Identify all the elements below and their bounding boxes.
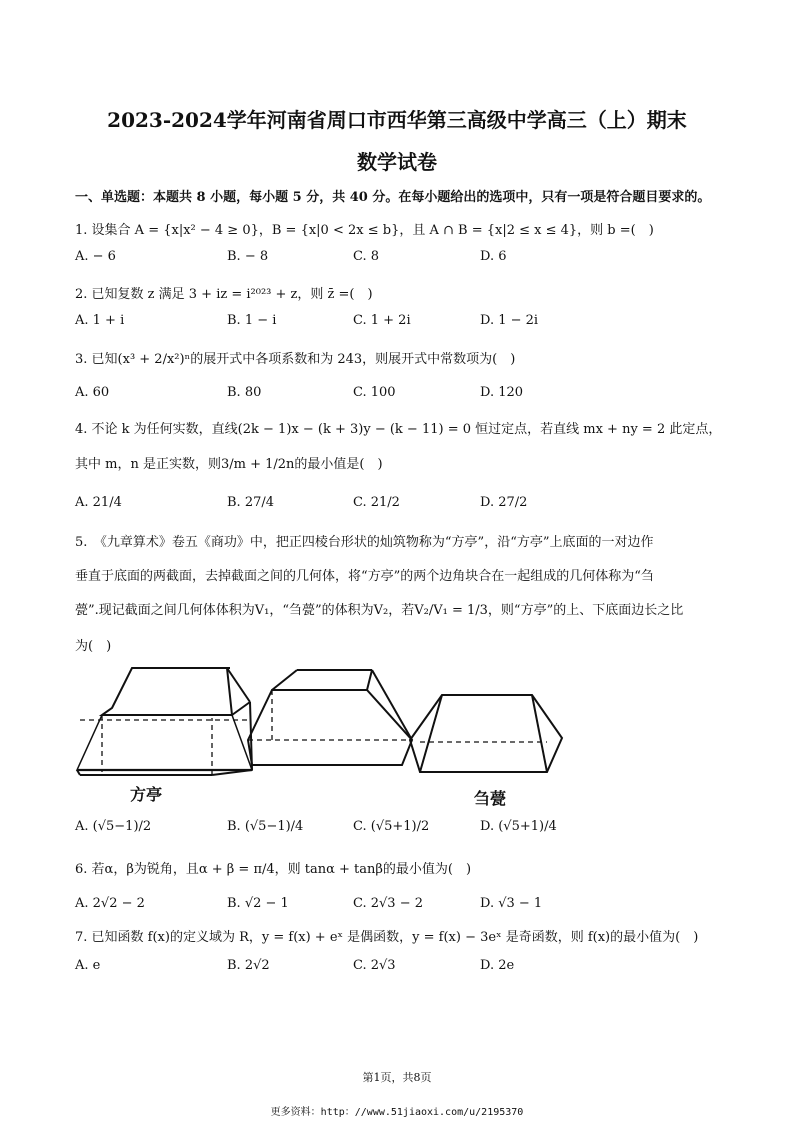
option-d[interactable]: D. 27/2 bbox=[480, 495, 528, 510]
option-a[interactable]: A. 1 + i bbox=[75, 313, 125, 328]
question-4-text-line2: 其中 m，n 是正实数，则3/m + 1/2n的最小值是( ) bbox=[75, 457, 383, 472]
question-7-text: 7. 已知函数 f(x)的定义域为 R，y = f(x) + eˣ 是偶函数，y = f(x) − 3eˣ 是奇函数，则 f(x)的最小值为( ) bbox=[75, 930, 699, 945]
option-d[interactable]: D. 2e bbox=[480, 958, 515, 973]
option-d[interactable]: D. √3 − 1 bbox=[480, 896, 543, 911]
option-c[interactable]: C. 2√3 − 2 bbox=[353, 896, 424, 911]
option-c[interactable]: C. (√5+1)/2 bbox=[353, 819, 430, 834]
question-6-options bbox=[75, 896, 725, 916]
option-c[interactable]: C. 1 + 2i bbox=[353, 313, 411, 328]
page-number: 第1页，共8页 bbox=[362, 1071, 432, 1084]
question-2-text: 2. 已知复数 z 满足 3 + iz = i²⁰²³ + z，则 z̄ =( ) bbox=[75, 287, 373, 302]
question-4-text-line1: 4. 不论 k 为任何实数，直线(2k − 1)x − (k + 3)y − (k − 11) = 0 恒过定点，若直线 mx + ny = 2 此定点， bbox=[75, 422, 722, 437]
option-c[interactable]: C. 100 bbox=[353, 385, 396, 400]
option-c[interactable]: C. 2√3 bbox=[353, 958, 396, 973]
page-title: 2023-2024学年河南省周口市西华第三高级中学高三（上）期末 bbox=[107, 108, 687, 132]
question-6-text: 6. 若α，β为锐角，且α + β = π/4，则 tanα + tanβ的最小值为( ) bbox=[75, 862, 472, 877]
option-b[interactable]: B. 1 − i bbox=[227, 313, 277, 328]
option-d[interactable]: D. 6 bbox=[480, 249, 507, 264]
option-c[interactable]: C. 8 bbox=[353, 249, 380, 264]
question-7-options bbox=[75, 958, 725, 978]
option-a[interactable]: A. − 6 bbox=[75, 249, 116, 264]
option-d[interactable]: D. 120 bbox=[480, 385, 524, 400]
question-5-text-line3: 甍”.现记截面之间几何体体积为V₁，“刍甍”的体积为V₂，若V₂/V₁ = 1/3，则“方亭”的上、下底面边长之比 bbox=[75, 603, 684, 618]
figure-label-chumeng: 刍甍 bbox=[474, 789, 507, 808]
question-2-options bbox=[75, 313, 725, 333]
section-heading: 一、单选题：本题共 8 小题，每小题 5 分，共 40 分。在每小题给出的选项中，只有一项是符合题目要求的。 bbox=[75, 190, 711, 205]
figure-label-fangting: 方亭 bbox=[130, 785, 163, 804]
geometry-figure bbox=[72, 660, 602, 819]
option-b[interactable]: B. 2√2 bbox=[227, 958, 270, 973]
option-c[interactable]: C. 21/2 bbox=[353, 495, 400, 510]
question-1-text: 1. 设集合 A = {x|x² − 4 ≥ 0}，B = {x|0 < 2x ≤ b}，且 A ∩ B = {x|2 ≤ x ≤ 4}，则 b =( ) bbox=[75, 223, 654, 238]
question-5-options bbox=[75, 819, 725, 839]
option-b[interactable]: B. 80 bbox=[227, 385, 262, 400]
option-a[interactable]: A. e bbox=[75, 958, 101, 973]
question-5-text-line1: 5. 《九章算术》卷五《商功》中，把正四棱台形状的灿筑物称为“方亭”，沿“方亭”上底面的一对边作 bbox=[75, 535, 654, 550]
question-3-options bbox=[75, 385, 725, 405]
option-b[interactable]: B. 27/4 bbox=[227, 495, 275, 510]
option-a[interactable]: A. (√5−1)/2 bbox=[75, 819, 152, 834]
question-1-options bbox=[75, 249, 725, 269]
question-5-text-line4: 为( ) bbox=[75, 639, 112, 654]
option-b[interactable]: B. − 8 bbox=[227, 249, 269, 264]
question-5-text-line2: 垂直于底面的两截面，去掉截面之间的几何体，将“方亭”的两个边角块合在一起组成的几何体称为“刍 bbox=[75, 569, 654, 584]
question-3-text: 3. 已知(x³ + 2/x²)ⁿ的展开式中各项系数和为 243，则展开式中常数项为( ) bbox=[75, 352, 516, 367]
option-a[interactable]: A. 60 bbox=[75, 385, 110, 400]
option-a[interactable]: A. 2√2 − 2 bbox=[75, 896, 145, 911]
question-4-options bbox=[75, 495, 725, 515]
option-d[interactable]: D. 1 − 2i bbox=[480, 313, 539, 328]
option-b[interactable]: B. √2 − 1 bbox=[227, 896, 289, 911]
page-subtitle: 数学试卷 bbox=[357, 150, 437, 174]
option-d[interactable]: D. (√5+1)/4 bbox=[480, 819, 557, 834]
option-b[interactable]: B. (√5−1)/4 bbox=[227, 819, 304, 834]
option-a[interactable]: A. 21/4 bbox=[75, 495, 122, 510]
source-link[interactable]: 更多资料：http：//www.51jiaoxi.com/u/2195370 bbox=[270, 1107, 524, 1118]
